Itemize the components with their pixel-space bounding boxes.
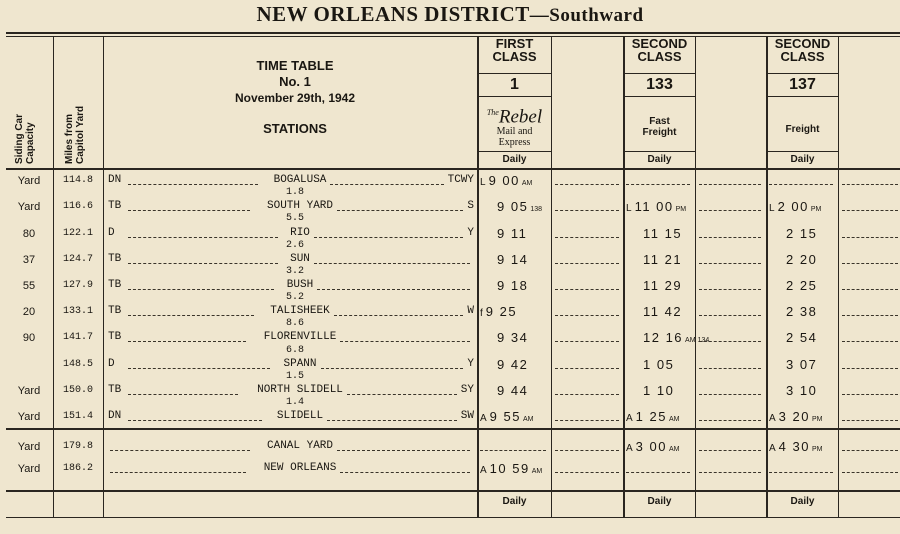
blank-column-leader — [555, 472, 619, 473]
siding-header: Siding Car Capacity — [14, 113, 36, 164]
blank-column-leader — [555, 289, 619, 290]
arrive-leave-mark: L — [626, 203, 632, 214]
time-train-2 — [626, 409, 679, 424]
footer-freq-1: Daily — [502, 496, 527, 507]
empty-time-leader — [769, 184, 833, 185]
miles-value: 116.6 — [62, 201, 93, 212]
blank-column-leader — [842, 368, 898, 369]
station-name: SPANN — [283, 358, 317, 370]
time-train-2 — [643, 357, 674, 372]
timetable-number: No. 1 — [279, 74, 311, 89]
station-leader-left — [128, 341, 246, 342]
direction-subtitle: —Southward — [529, 5, 644, 26]
station-leader-left — [128, 420, 262, 421]
time-train-1 — [497, 330, 528, 345]
station-suffix: W — [467, 305, 474, 317]
train-1-number: 1 — [478, 73, 551, 97]
train-137-number: 137 — [767, 73, 838, 97]
time-train-2 — [643, 252, 682, 267]
am-pm-mark: AM — [668, 446, 680, 453]
col-divider-miles — [103, 36, 104, 518]
am-pm-mark: AM — [531, 468, 543, 475]
time-value: 2 25 — [786, 278, 818, 293]
am-pm-mark: PM — [810, 206, 822, 213]
station-leader-right — [334, 315, 464, 316]
blank-column-leader — [842, 210, 898, 211]
siding-capacity: Yard — [17, 463, 41, 475]
time-value: 9 55 — [489, 409, 521, 424]
time-value: 9 18 — [497, 278, 529, 293]
segment-distance: 1.8 — [285, 187, 304, 198]
station-leader-right — [347, 394, 457, 395]
col-divider-t1 — [551, 36, 552, 518]
segment-distance: 5.5 — [285, 213, 304, 224]
station-suffix: Y — [467, 358, 474, 370]
station-code: D — [108, 358, 115, 370]
siding-capacity: Yard — [17, 411, 41, 423]
col-divider-siding — [53, 36, 54, 518]
blank-column-leader — [699, 210, 761, 211]
time-value: 12 16 — [643, 330, 684, 345]
time-train-1 — [497, 199, 542, 214]
station-suffix: Y — [467, 227, 474, 239]
station-code: DN — [108, 174, 122, 186]
time-value: 9 05 — [497, 199, 529, 214]
time-train-1 — [480, 173, 532, 188]
time-train-3 — [786, 357, 817, 372]
time-value: 9 11 — [497, 226, 528, 241]
blank-column-leader — [842, 315, 898, 316]
time-value: 3 10 — [786, 383, 818, 398]
segment-distance: 6.8 — [285, 345, 304, 356]
blank-column-leader — [699, 368, 761, 369]
arrive-leave-mark: A — [769, 443, 776, 454]
time-value: 1 05 — [643, 357, 675, 372]
arrive-leave-mark: A — [480, 465, 487, 476]
train-133-number: 133 — [624, 73, 695, 97]
footer-freq-2: Daily — [647, 496, 672, 507]
time-value: 3 20 — [778, 409, 810, 424]
station-code: DN — [108, 410, 122, 422]
blank-column-leader — [699, 394, 761, 395]
station-name: SLIDELL — [276, 410, 324, 422]
time-train-1 — [497, 278, 528, 293]
time-train-1 — [497, 383, 528, 398]
station-suffix: SW — [460, 410, 474, 422]
station-leader-left — [128, 184, 258, 185]
segment-distance: 2.6 — [285, 240, 304, 251]
blank-column-leader — [555, 420, 619, 421]
train-1-header: FIRST CLASS 1 $^{The}$Rebel Mail and Express Daily — [478, 37, 551, 63]
station-leader-left — [128, 210, 250, 211]
timetable-header — [200, 58, 390, 106]
blank-column-leader — [699, 420, 761, 421]
time-train-3 — [786, 226, 817, 241]
station-leader-left — [128, 289, 274, 290]
train-133-header: SECOND CLASS 133 Fast Freight Daily — [624, 37, 695, 63]
empty-time-leader — [480, 450, 546, 451]
station-name: FLORENVILLE — [263, 331, 337, 343]
station-name: NEW ORLEANS — [263, 462, 337, 474]
siding-capacity: 55 — [22, 280, 36, 292]
time-train-3 — [786, 278, 817, 293]
station-leader-right — [330, 184, 443, 185]
col-divider-t3 — [838, 36, 839, 518]
siding-capacity: 20 — [22, 306, 36, 318]
meet-note: 138 — [530, 206, 542, 213]
am-pm-mark: PM — [675, 206, 687, 213]
blank-column-leader — [699, 237, 761, 238]
station-code: TB — [108, 384, 122, 396]
time-train-1 — [497, 226, 527, 241]
train-1-desc: Mail and Express — [496, 126, 533, 148]
time-train-2 — [643, 304, 682, 319]
time-value: 9 25 — [485, 304, 518, 319]
empty-time-leader — [769, 472, 833, 473]
miles-value: 133.1 — [62, 306, 93, 317]
siding-capacity: 90 — [22, 332, 36, 344]
time-train-3 — [786, 330, 817, 345]
miles-value: 150.0 — [62, 385, 93, 396]
siding-capacity: Yard — [17, 175, 41, 187]
siding-capacity: 37 — [22, 254, 36, 266]
blank-column-leader — [555, 368, 619, 369]
time-train-1 — [480, 461, 542, 476]
blank-column-leader — [699, 289, 761, 290]
time-value: 2 38 — [786, 304, 818, 319]
time-value: 3 07 — [786, 357, 818, 372]
time-value: 1 25 — [635, 409, 667, 424]
time-train-1 — [497, 252, 528, 267]
arrive-leave-mark: A — [626, 413, 633, 424]
station-leader-right — [340, 472, 470, 473]
time-value: 1 10 — [643, 383, 675, 398]
miles-value: 127.9 — [62, 280, 93, 291]
station-code: TB — [108, 200, 122, 212]
time-train-2 — [626, 439, 679, 454]
station-suffix: S — [467, 200, 474, 212]
train-137-freq: Daily — [767, 151, 838, 168]
miles-value: 151.4 — [62, 411, 93, 422]
station-leader-right — [317, 289, 470, 290]
blank-column-leader — [842, 289, 898, 290]
time-value: 9 34 — [497, 330, 529, 345]
station-name: RIO — [290, 227, 310, 239]
station-leader-right — [327, 420, 457, 421]
time-value: 4 30 — [778, 439, 810, 454]
siding-capacity: 80 — [22, 228, 36, 240]
blank-column-leader — [842, 450, 898, 451]
segment-distance: 5.2 — [285, 292, 304, 303]
time-train-3 — [786, 304, 817, 319]
blank-column-leader — [555, 394, 619, 395]
segment-distance: 1.4 — [285, 397, 304, 408]
blank-column-leader — [699, 263, 761, 264]
time-value: 11 42 — [643, 304, 683, 319]
district-title: NEW ORLEANS DISTRICT — [256, 2, 530, 26]
time-value: 11 29 — [643, 278, 683, 293]
station-code: TB — [108, 279, 122, 291]
timetable-label: TIME TABLE — [256, 58, 334, 73]
station-leader-left — [128, 315, 254, 316]
segment-distance: 8.6 — [285, 318, 304, 329]
blank-column-leader — [555, 210, 619, 211]
station-suffix: SY — [460, 384, 474, 396]
siding-capacity: Yard — [17, 201, 41, 213]
blank-column-leader — [555, 184, 619, 185]
station-leader-left — [110, 472, 246, 473]
time-value: 9 42 — [497, 357, 529, 372]
time-train-2 — [643, 383, 674, 398]
station-name: SUN — [290, 253, 310, 265]
blank-column-leader — [699, 184, 761, 185]
stations-heading: STATIONS — [263, 121, 327, 136]
time-value: 2 20 — [786, 252, 818, 267]
station-name: BUSH — [286, 279, 314, 291]
am-pm-mark: AM — [668, 416, 680, 423]
time-value: 2 00 — [777, 199, 809, 214]
miles-value: 122.1 — [62, 228, 93, 239]
miles-value: 148.5 — [62, 359, 93, 370]
footer-freq-3: Daily — [790, 496, 815, 507]
time-train-3 — [769, 409, 822, 424]
time-value: 2 15 — [786, 226, 818, 241]
station-leader-right — [321, 368, 464, 369]
blank-column-leader — [555, 341, 619, 342]
blank-column-leader — [842, 263, 898, 264]
siding-capacity: Yard — [17, 385, 41, 397]
time-train-2 — [643, 330, 709, 345]
blank-column-leader — [555, 263, 619, 264]
train-137-header: SECOND CLASS 137 Freight Daily — [767, 37, 838, 63]
blank-column-leader — [555, 237, 619, 238]
blank-column-leader — [842, 237, 898, 238]
col-divider-blank1 — [623, 36, 625, 518]
time-value: 9 14 — [497, 252, 529, 267]
miles-value: 141.7 — [62, 332, 93, 343]
time-value: 11 15 — [643, 226, 683, 241]
time-value: 3 00 — [635, 439, 667, 454]
station-name: SOUTH YARD — [267, 200, 334, 212]
blank-column-leader — [699, 341, 761, 342]
blank-column-leader — [555, 315, 619, 316]
time-value: 10 59 — [489, 461, 530, 476]
time-train-2 — [626, 199, 686, 214]
arrive-leave-mark: A — [626, 443, 633, 454]
station-leader-right — [314, 237, 464, 238]
time-value: 9 00 — [488, 173, 520, 188]
station-name: CANAL YARD — [267, 440, 334, 452]
blank-column-leader — [699, 315, 761, 316]
time-train-3 — [769, 199, 821, 214]
station-code: TB — [108, 305, 122, 317]
station-code: TB — [108, 331, 122, 343]
the-rebel-name: $^{The}$Rebel — [486, 106, 543, 128]
time-train-3 — [786, 252, 817, 267]
miles-value: 179.8 — [62, 441, 93, 452]
miles-value: 114.8 — [62, 175, 93, 186]
time-train-3 — [769, 439, 822, 454]
time-value: 11 21 — [643, 252, 683, 267]
train-1-freq: Daily — [478, 151, 551, 168]
station-leader-right — [340, 341, 470, 342]
am-pm-mark: PM — [811, 416, 823, 423]
station-leader-left — [128, 263, 278, 264]
station-leader-right — [337, 450, 470, 451]
page-title — [0, 2, 900, 27]
time-train-2 — [643, 278, 682, 293]
time-value: 9 44 — [497, 383, 529, 398]
station-name: BOGALUSA — [273, 174, 327, 186]
station-code: D — [108, 227, 115, 239]
blank-column-leader — [842, 184, 898, 185]
station-leader-right — [314, 263, 470, 264]
meet-note: 134 — [697, 337, 710, 344]
miles-value: 124.7 — [62, 254, 93, 265]
am-pm-mark: AM — [685, 337, 696, 344]
arrive-leave-mark: L — [480, 177, 486, 188]
station-leader-left — [110, 450, 250, 451]
empty-time-leader — [626, 184, 690, 185]
time-value: 2 54 — [786, 330, 818, 345]
station-suffix: TCWY — [447, 174, 474, 186]
empty-time-leader — [626, 472, 690, 473]
timetable-date: November 29th, 1942 — [234, 91, 356, 105]
am-pm-mark: PM — [811, 446, 823, 453]
station-name: TALISHEEK — [270, 305, 330, 317]
col-divider-blank2 — [766, 36, 768, 518]
miles-value: 186.2 — [62, 463, 93, 474]
station-code: TB — [108, 253, 122, 265]
blank-column-leader — [699, 472, 761, 473]
time-train-3 — [786, 383, 817, 398]
station-name: NORTH SLIDELL — [257, 384, 343, 396]
blank-column-leader — [842, 472, 898, 473]
arrive-leave-mark: f — [480, 308, 483, 319]
time-train-1 — [480, 409, 533, 424]
time-value: 11 00 — [634, 199, 674, 214]
train-133-desc: Fast Freight — [642, 116, 677, 138]
am-pm-mark: AM — [521, 180, 533, 187]
arrive-leave-mark: L — [769, 203, 775, 214]
station-leader-right — [337, 210, 463, 211]
time-train-1 — [497, 357, 528, 372]
top-rule — [6, 32, 900, 34]
station-leader-left — [128, 368, 270, 369]
blank-column-leader — [699, 450, 761, 451]
segment-distance: 1.5 — [285, 371, 304, 382]
siding-capacity: Yard — [17, 441, 41, 453]
arrive-leave-mark: A — [769, 413, 776, 424]
am-pm-mark: AM — [522, 416, 534, 423]
col-divider-t2 — [695, 36, 696, 518]
time-train-1 — [480, 304, 517, 319]
miles-header: Miles from Capitol Yard — [64, 105, 86, 164]
blank-column-leader — [555, 450, 619, 451]
segment-distance: 3.2 — [285, 266, 304, 277]
blank-column-leader — [842, 341, 898, 342]
train-137-desc: Freight — [785, 124, 820, 135]
arrive-leave-mark: A — [480, 413, 487, 424]
time-train-2 — [643, 226, 682, 241]
station-leader-left — [128, 394, 238, 395]
station-leader-left — [128, 237, 278, 238]
blank-column-leader — [842, 394, 898, 395]
blank-column-leader — [842, 420, 898, 421]
train-133-freq: Daily — [624, 151, 695, 168]
